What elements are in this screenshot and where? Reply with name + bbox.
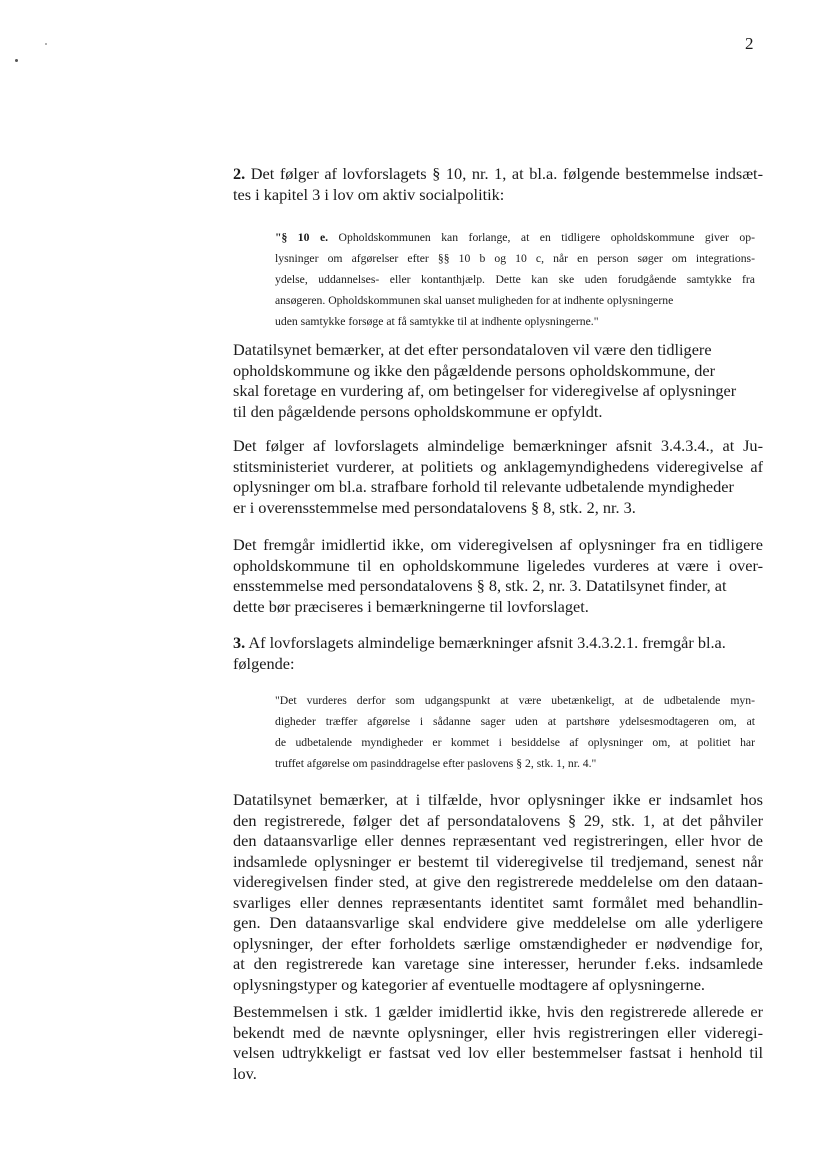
quoted-remarks: "Det vurderes derfor som udgangspunkt at være ubetænkeligt, at de udbetalende myn- digheder træffer afgørelse i sådanne sager uden at partshøre ydelsesmodtageren om, at de udbetalende myndigheder er kommet i besiddelse af oplysninger om, at politiet har truffet afgørelse om pasinddragelse efter paslovens § 2, stk. 1, nr. 4." xyxy=(275,694,755,770)
paragraph: Datatilsynet bemærker, at i tilfælde, hvor oplysninger ikke er indsamlet hos den registrerede, følger det af persondatalovens § 29, stk. 1, at det påhviler den dataansvarlige eller dennes repræsentant ved registreringen, eller hvor de indsamlede oplysninger er bestemt til videregivelse til tredjemand, senest når videregivelsen finder sted, at give den registrerede meddelelse om den dataan- svarliges eller dennes repræsentants identitet samt formålet med behandlin- gen. Den dataansvarlige skal endvidere give meddelelse om alle yderligere oplysninger, der efter forholdets særlige omstændigheder er nødvendige for, at den registrerede kan varetage sine interesser, herunder f.eks. indsamlede oplysningstyper og kategorier af eventuelle modtagere af oplysningerne. xyxy=(233,790,763,994)
section-number: 2. xyxy=(233,164,246,183)
section-2-intro: 2. Det følger af lovforslagets § 10, nr. 1, at bl.a. følgende bestemmelse indsæt- tes i kapitel 3 i lov om aktiv socialpolitik: xyxy=(233,164,763,204)
page-number: 2 xyxy=(745,34,754,53)
paragraph: Bestemmelsen i stk. 1 gælder imidlertid ikke, hvis den registrerede allerede er bekendt med de nævnte oplysninger, eller hvis registreringen eller videregi- velsen udtrykkeligt er fastsat ved lov eller bestemmelser fastsat i henhold til lov. xyxy=(233,1002,763,1083)
section-3-intro: 3. Af lovforslagets almindelige bemærkninger afsnit 3.4.3.2.1. fremgår bl.a. følgende: xyxy=(233,633,726,673)
quoted-provision: "§ 10 e. Opholdskommunen kan forlange, at en tidligere opholdskommune giver op- lysninger om afgørelser efter §§ 10 b og 10 c, når en person søger om integrations- ydelse, uddannelses- eller kontanthjælp. Dette kan ske uden forudgående samtykke fra ansøgeren. Opholdskommunen skal uanset muligheden for at indhente oplysningerne uden samtykke forsøge at få samtykke til at indhente oplysningerne." xyxy=(275,231,755,328)
scan-speck xyxy=(45,43,47,45)
section-number: 3. xyxy=(233,633,246,652)
paragraph: Datatilsynet bemærker, at det efter persondataloven vil være den tidligere opholdskommune og ikke den pågældende persons opholdskommune, der skal foretage en vurdering af, om betingelser for videregivelse af oplysninger til den pågældende persons opholdskommune er opfyldt. xyxy=(233,340,737,421)
provision-heading: "§ 10 e. xyxy=(275,231,329,244)
scan-speck xyxy=(15,59,18,62)
paragraph: Det følger af lovforslagets almindelige bemærkninger afsnit 3.4.3.4., at Ju- stitsministeriet vurderer, at politiets og anklagemyndighedens videregivelse af oplysninger om bl.a. strafbare forhold til relevante udbetalende myndigheder er i overensstemmelse med persondatalovens § 8, stk. 2, nr. 3. xyxy=(233,436,763,517)
paragraph: Det fremgår imidlertid ikke, om videregivelsen af oplysninger fra en tidligere opholdskommune til en opholdskommune ligeledes vurderes at være i over- ensstemmelse med persondatalovens § 8, stk. 2, nr. 3. Datatilsynet finder, at dette bør præciseres i bemærkningerne til lovforslaget. xyxy=(233,535,763,616)
